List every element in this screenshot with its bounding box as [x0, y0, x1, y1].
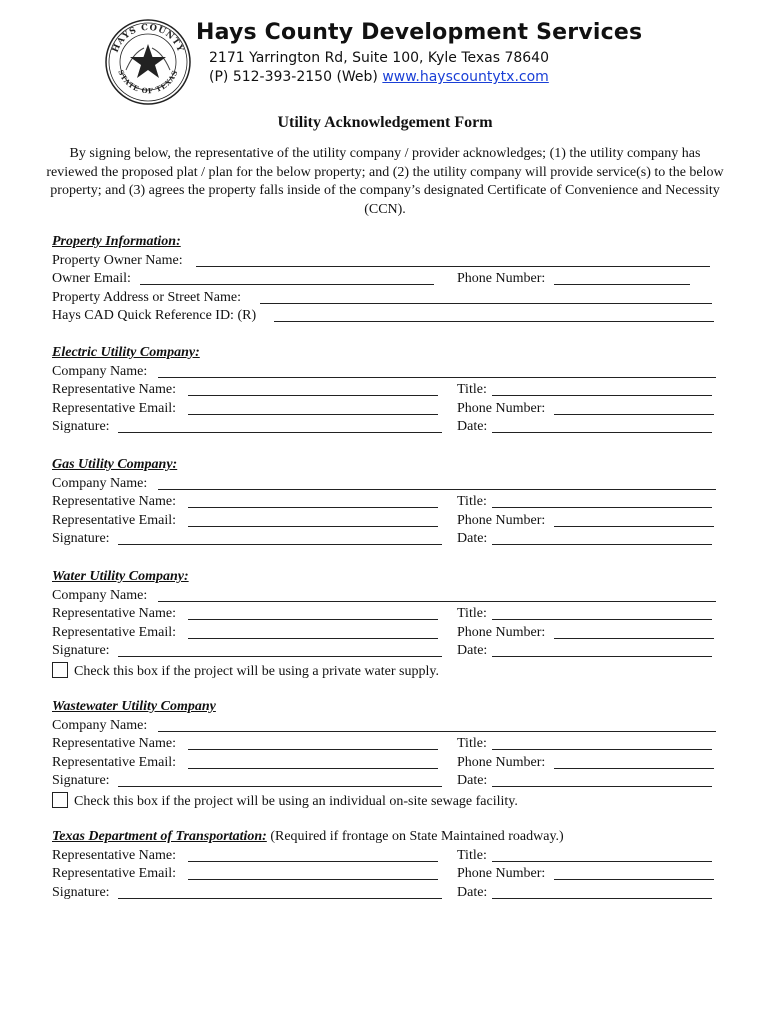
- wastewater-title-label: Title:: [457, 736, 487, 752]
- water-rep-email-label: Representative Email:: [52, 624, 177, 640]
- water-heading: Water Utility Company:: [52, 569, 189, 584]
- gas-rep-email-label: Representative Email:: [52, 512, 177, 528]
- electric-title-label: Title:: [457, 382, 487, 398]
- wastewater-rep-name-label: Representative Name:: [52, 736, 177, 752]
- electric-date-field[interactable]: [492, 419, 712, 433]
- water-phone-field[interactable]: [554, 625, 714, 639]
- form-title: Utility Acknowledgement Form: [277, 114, 493, 131]
- property-address-label: Property Address or Street Name:: [52, 289, 241, 305]
- water-phone-label: Phone Number:: [457, 624, 546, 640]
- electric-rep-name-field[interactable]: [188, 382, 438, 396]
- property-owner-name-field[interactable]: [196, 253, 710, 267]
- gas-phone-field[interactable]: [554, 513, 714, 527]
- txdot-rep-name-label: Representative Name:: [52, 847, 177, 863]
- electric-phone-label: Phone Number:: [457, 400, 546, 416]
- wastewater-date-field[interactable]: [492, 773, 712, 787]
- property-owner-name-label: Property Owner Name:: [52, 252, 183, 268]
- wastewater-phone-field[interactable]: [554, 755, 714, 769]
- letterhead: [196, 20, 642, 85]
- txdot-rep-name-field[interactable]: [188, 848, 438, 862]
- electric-company-field[interactable]: [158, 364, 716, 378]
- svg-text:STATE OF TEXAS: STATE OF TEXAS: [116, 68, 180, 96]
- owner-phone-label: Phone Number:: [457, 271, 546, 287]
- cad-id-field[interactable]: [274, 308, 714, 322]
- water-section: [52, 569, 722, 681]
- private-water-checkbox[interactable]: [52, 662, 68, 678]
- water-rep-email-field[interactable]: [188, 625, 438, 639]
- electric-signature-field[interactable]: [118, 419, 442, 433]
- ossf-row: [52, 792, 722, 811]
- gas-rep-name-field[interactable]: [188, 494, 438, 508]
- county-seal-logo: [104, 18, 192, 106]
- electric-phone-field[interactable]: [554, 401, 714, 415]
- gas-date-field[interactable]: [492, 531, 712, 545]
- ossf-checkbox-label: Check this box if the project will be using an individual on-site sewage facility.: [74, 793, 518, 809]
- txdot-heading: Texas Department of Transportation:: [52, 829, 267, 844]
- electric-title-field[interactable]: [492, 382, 712, 396]
- electric-section: [52, 345, 722, 438]
- gas-heading: Gas Utility Company:: [52, 457, 178, 472]
- water-title-label: Title:: [457, 606, 487, 622]
- gas-phone-label: Phone Number:: [457, 512, 546, 528]
- wastewater-signature-label: Signature:: [52, 773, 110, 789]
- gas-title-label: Title:: [457, 494, 487, 510]
- gas-signature-label: Signature:: [52, 531, 110, 547]
- electric-heading: Electric Utility Company:: [52, 345, 200, 360]
- txdot-title-label: Title:: [457, 847, 487, 863]
- electric-rep-email-label: Representative Email:: [52, 400, 177, 416]
- water-signature-label: Signature:: [52, 643, 110, 659]
- wastewater-rep-email-label: Representative Email:: [52, 754, 177, 770]
- owner-email-label: Owner Email:: [52, 271, 131, 287]
- water-date-label: Date:: [457, 643, 488, 659]
- electric-signature-label: Signature:: [52, 419, 110, 435]
- property-section: [52, 234, 722, 327]
- water-company-field[interactable]: [158, 588, 716, 602]
- water-rep-name-field[interactable]: [188, 606, 438, 620]
- wastewater-phone-label: Phone Number:: [457, 754, 546, 770]
- property-owner-name-row: [52, 253, 722, 272]
- property-address-field[interactable]: [260, 290, 712, 304]
- txdot-section: [52, 829, 722, 903]
- txdot-title-field[interactable]: [492, 848, 712, 862]
- electric-company-label: Company Name:: [52, 363, 148, 379]
- wastewater-company-field[interactable]: [158, 718, 716, 732]
- wastewater-rep-name-field[interactable]: [188, 736, 438, 750]
- gas-date-label: Date:: [457, 531, 488, 547]
- gas-rep-email-field[interactable]: [188, 513, 438, 527]
- wastewater-company-label: Company Name:: [52, 717, 148, 733]
- txdot-signature-field[interactable]: [118, 885, 442, 899]
- org-contact: [209, 69, 642, 85]
- water-private-supply-row: [52, 662, 722, 681]
- gas-section: [52, 457, 722, 550]
- owner-email-row: [52, 271, 722, 290]
- property-heading: Property Information:: [52, 234, 181, 249]
- electric-rep-name-label: Representative Name:: [52, 382, 177, 398]
- wastewater-signature-field[interactable]: [118, 773, 442, 787]
- gas-rep-name-label: Representative Name:: [52, 494, 177, 510]
- owner-email-field[interactable]: [140, 271, 434, 285]
- wastewater-date-label: Date:: [457, 773, 488, 789]
- water-company-label: Company Name:: [52, 587, 148, 603]
- website-link[interactable]: www.hayscountytx.com: [382, 69, 549, 85]
- cad-id-label: Hays CAD Quick Reference ID: (R): [52, 308, 257, 324]
- txdot-rep-email-field[interactable]: [188, 866, 438, 880]
- org-name: Hays County Development Services: [196, 20, 643, 45]
- electric-date-label: Date:: [457, 419, 488, 435]
- txdot-note: (Required if frontage on State Maintained roadway.): [266, 829, 564, 844]
- owner-phone-field[interactable]: [554, 271, 690, 285]
- water-signature-field[interactable]: [118, 643, 442, 657]
- gas-company-field[interactable]: [158, 476, 716, 490]
- txdot-rep-email-label: Representative Email:: [52, 866, 177, 882]
- electric-rep-email-field[interactable]: [188, 401, 438, 415]
- org-address: 2171 Yarrington Rd, Suite 100, Kyle Texas 78640: [209, 50, 549, 66]
- water-title-field[interactable]: [492, 606, 712, 620]
- txdot-date-field[interactable]: [492, 885, 712, 899]
- gas-title-field[interactable]: [492, 494, 712, 508]
- water-date-field[interactable]: [492, 643, 712, 657]
- org-phone: (P) 512-393-2150 (Web): [209, 69, 383, 85]
- water-rep-name-label: Representative Name:: [52, 606, 177, 622]
- cad-id-row: [52, 308, 722, 327]
- txdot-signature-label: Signature:: [52, 884, 110, 900]
- wastewater-title-field[interactable]: [492, 736, 712, 750]
- wastewater-heading: Wastewater Utility Company: [52, 699, 216, 714]
- wastewater-section: [52, 699, 722, 811]
- txdot-date-label: Date:: [457, 884, 488, 900]
- txdot-phone-field[interactable]: [554, 866, 714, 880]
- txdot-phone-label: Phone Number:: [457, 866, 546, 882]
- wastewater-rep-email-field[interactable]: [188, 755, 438, 769]
- intro-paragraph: By signing below, the representative of the utility company / provider acknowledges; (1) the utility company has reviewed the proposed plat / plan for the below property; and (2) the utility company will provide service(s) to the below property; and (3) agrees the property falls inside of the company’s designated Certificate of Convenience and Necessity (CCN).: [46, 146, 724, 217]
- property-address-row: [52, 290, 722, 309]
- private-water-checkbox-label: Check this box if the project will be using a private water supply.: [74, 663, 439, 679]
- ossf-checkbox[interactable]: [52, 792, 68, 808]
- gas-signature-field[interactable]: [118, 531, 442, 545]
- gas-company-label: Company Name:: [52, 475, 148, 491]
- svg-text:HAYS COUNTY: HAYS COUNTY: [110, 22, 186, 55]
